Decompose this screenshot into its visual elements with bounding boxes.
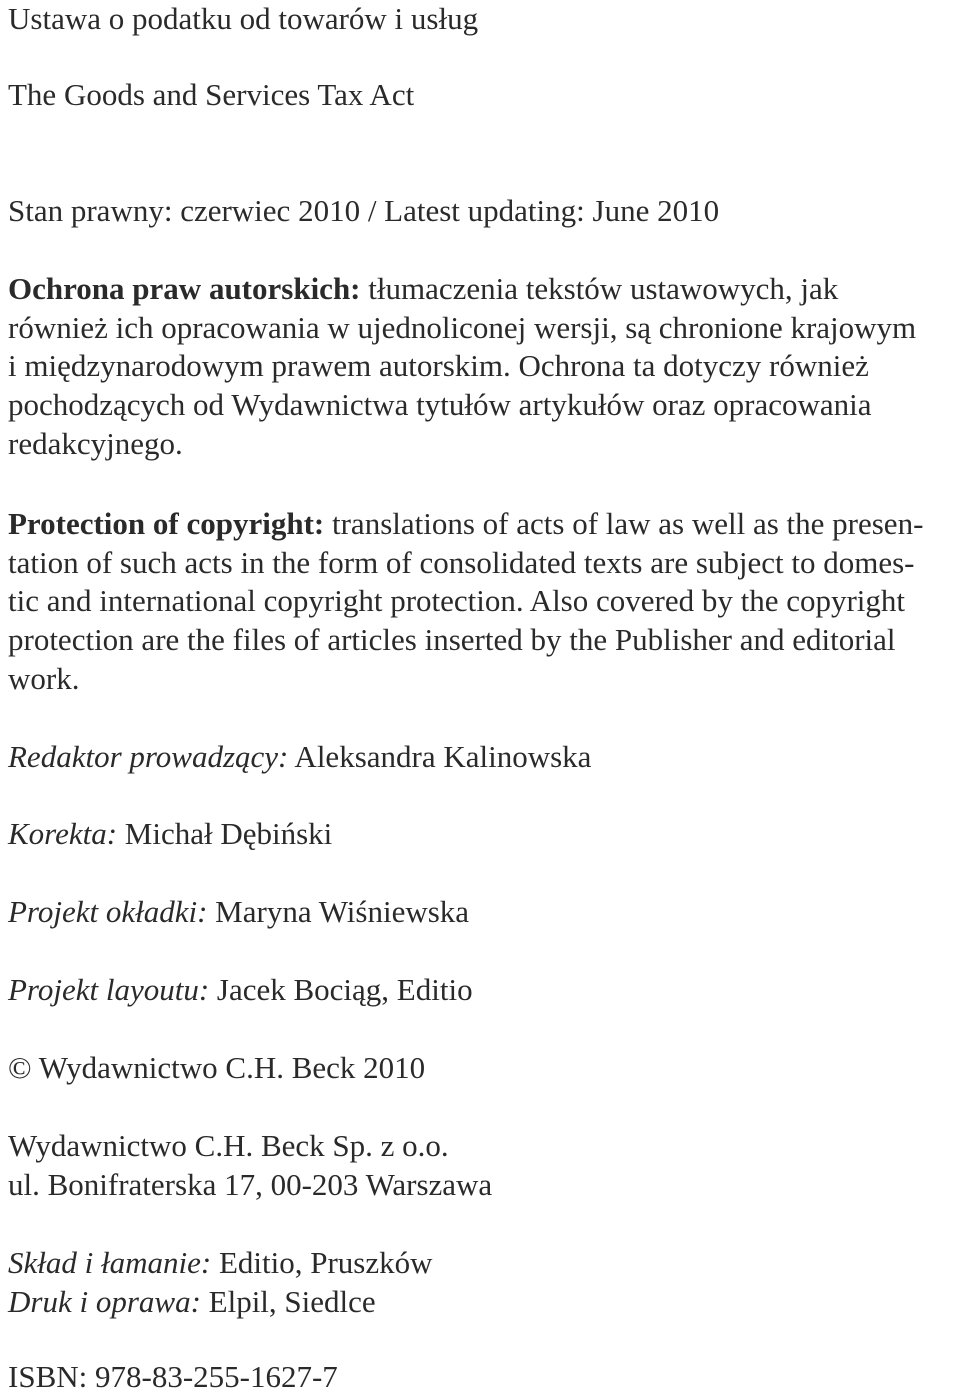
credit-cover-design: [8, 893, 954, 931]
copyright-en-lead: Protection of copyright:: [8, 506, 325, 541]
credit-lead-editor-label: Redaktor prowadzący:: [8, 739, 289, 774]
copyright-pl-line-5: redakcyjnego.: [8, 425, 183, 461]
credit-layout-label: Projekt layoutu:: [8, 972, 210, 1007]
copyright-en-line-1: Protection of copyright: translations of acts of law as well as the presen-: [8, 506, 924, 541]
credit-printing-name: Elpil, Siedlce: [200, 1284, 376, 1319]
copyright-pl-line-1: Ochrona praw autorskich: tłumaczenia tekstów ustawowych, jak: [8, 271, 839, 306]
copyright-pl-lead: Ochrona praw autorskich:: [8, 271, 361, 306]
isbn: ISBN: 978-83-255-1627-7: [8, 1359, 338, 1394]
legal-state: Stan prawny: czerwiec 2010 / Latest updating: June 2010: [8, 193, 720, 228]
credit-layout-name: Jacek Bociąg, Editio: [209, 972, 473, 1007]
credit-cover-name: Maryna Wiśniewska: [207, 894, 470, 929]
copyright-pl-line-4: pochodzących od Wydawnictwa tytułów artykułów oraz opracowania: [8, 387, 872, 423]
copyright-pl-line-3: i międzynarodowym prawem autorskim. Ochrona ta dotyczy również: [8, 348, 869, 384]
copyright-en-line-2: tation of such acts in the form of consolidated texts are subject to domes-: [8, 544, 915, 580]
credit-layout-design: [8, 971, 954, 1009]
credit-cover-label: Projekt okładki:: [8, 894, 208, 929]
copyright-notice-polish: [8, 270, 952, 464]
copyright-en-line-5: work.: [8, 660, 80, 696]
copyright-pl-line-2: również ich opracowania w ujednoliconej wersji, są chronione krajowym: [8, 309, 917, 345]
credit-lead-editor-name: Aleksandra Kalinowska: [288, 739, 592, 774]
credit-proofreading: [8, 815, 954, 853]
credit-proofreading-name: Michał Dębiński: [117, 816, 333, 851]
credit-printing: [8, 1283, 954, 1321]
publisher-name: Wydawnictwo C.H. Beck Sp. z o.o.: [8, 1128, 449, 1163]
credit-typesetting: [8, 1244, 954, 1282]
credit-printing-label: Druk i oprawa:: [8, 1284, 201, 1319]
title-polish: Ustawa o podatku od towarów i usług: [8, 1, 479, 36]
credit-typesetting-name: Editio, Pruszków: [211, 1245, 433, 1280]
credit-proofreading-label: Korekta:: [8, 816, 118, 851]
copyright-en-line-4: protection are the files of articles inserted by the Publisher and editorial: [8, 622, 896, 658]
credit-lead-editor: [8, 738, 954, 776]
copyright-en-line-3: tic and international copyright protection. Also covered by the copyright: [8, 583, 906, 619]
title-english: The Goods and Services Tax Act: [8, 77, 415, 112]
publisher-address: ul. Bonifraterska 17, 00-203 Warszawa: [8, 1167, 493, 1202]
copyright-notice-english: [8, 505, 952, 699]
copyright-line: © Wydawnictwo C.H. Beck 2010: [8, 1050, 426, 1085]
credit-typesetting-label: Skład i łamanie:: [8, 1245, 212, 1280]
